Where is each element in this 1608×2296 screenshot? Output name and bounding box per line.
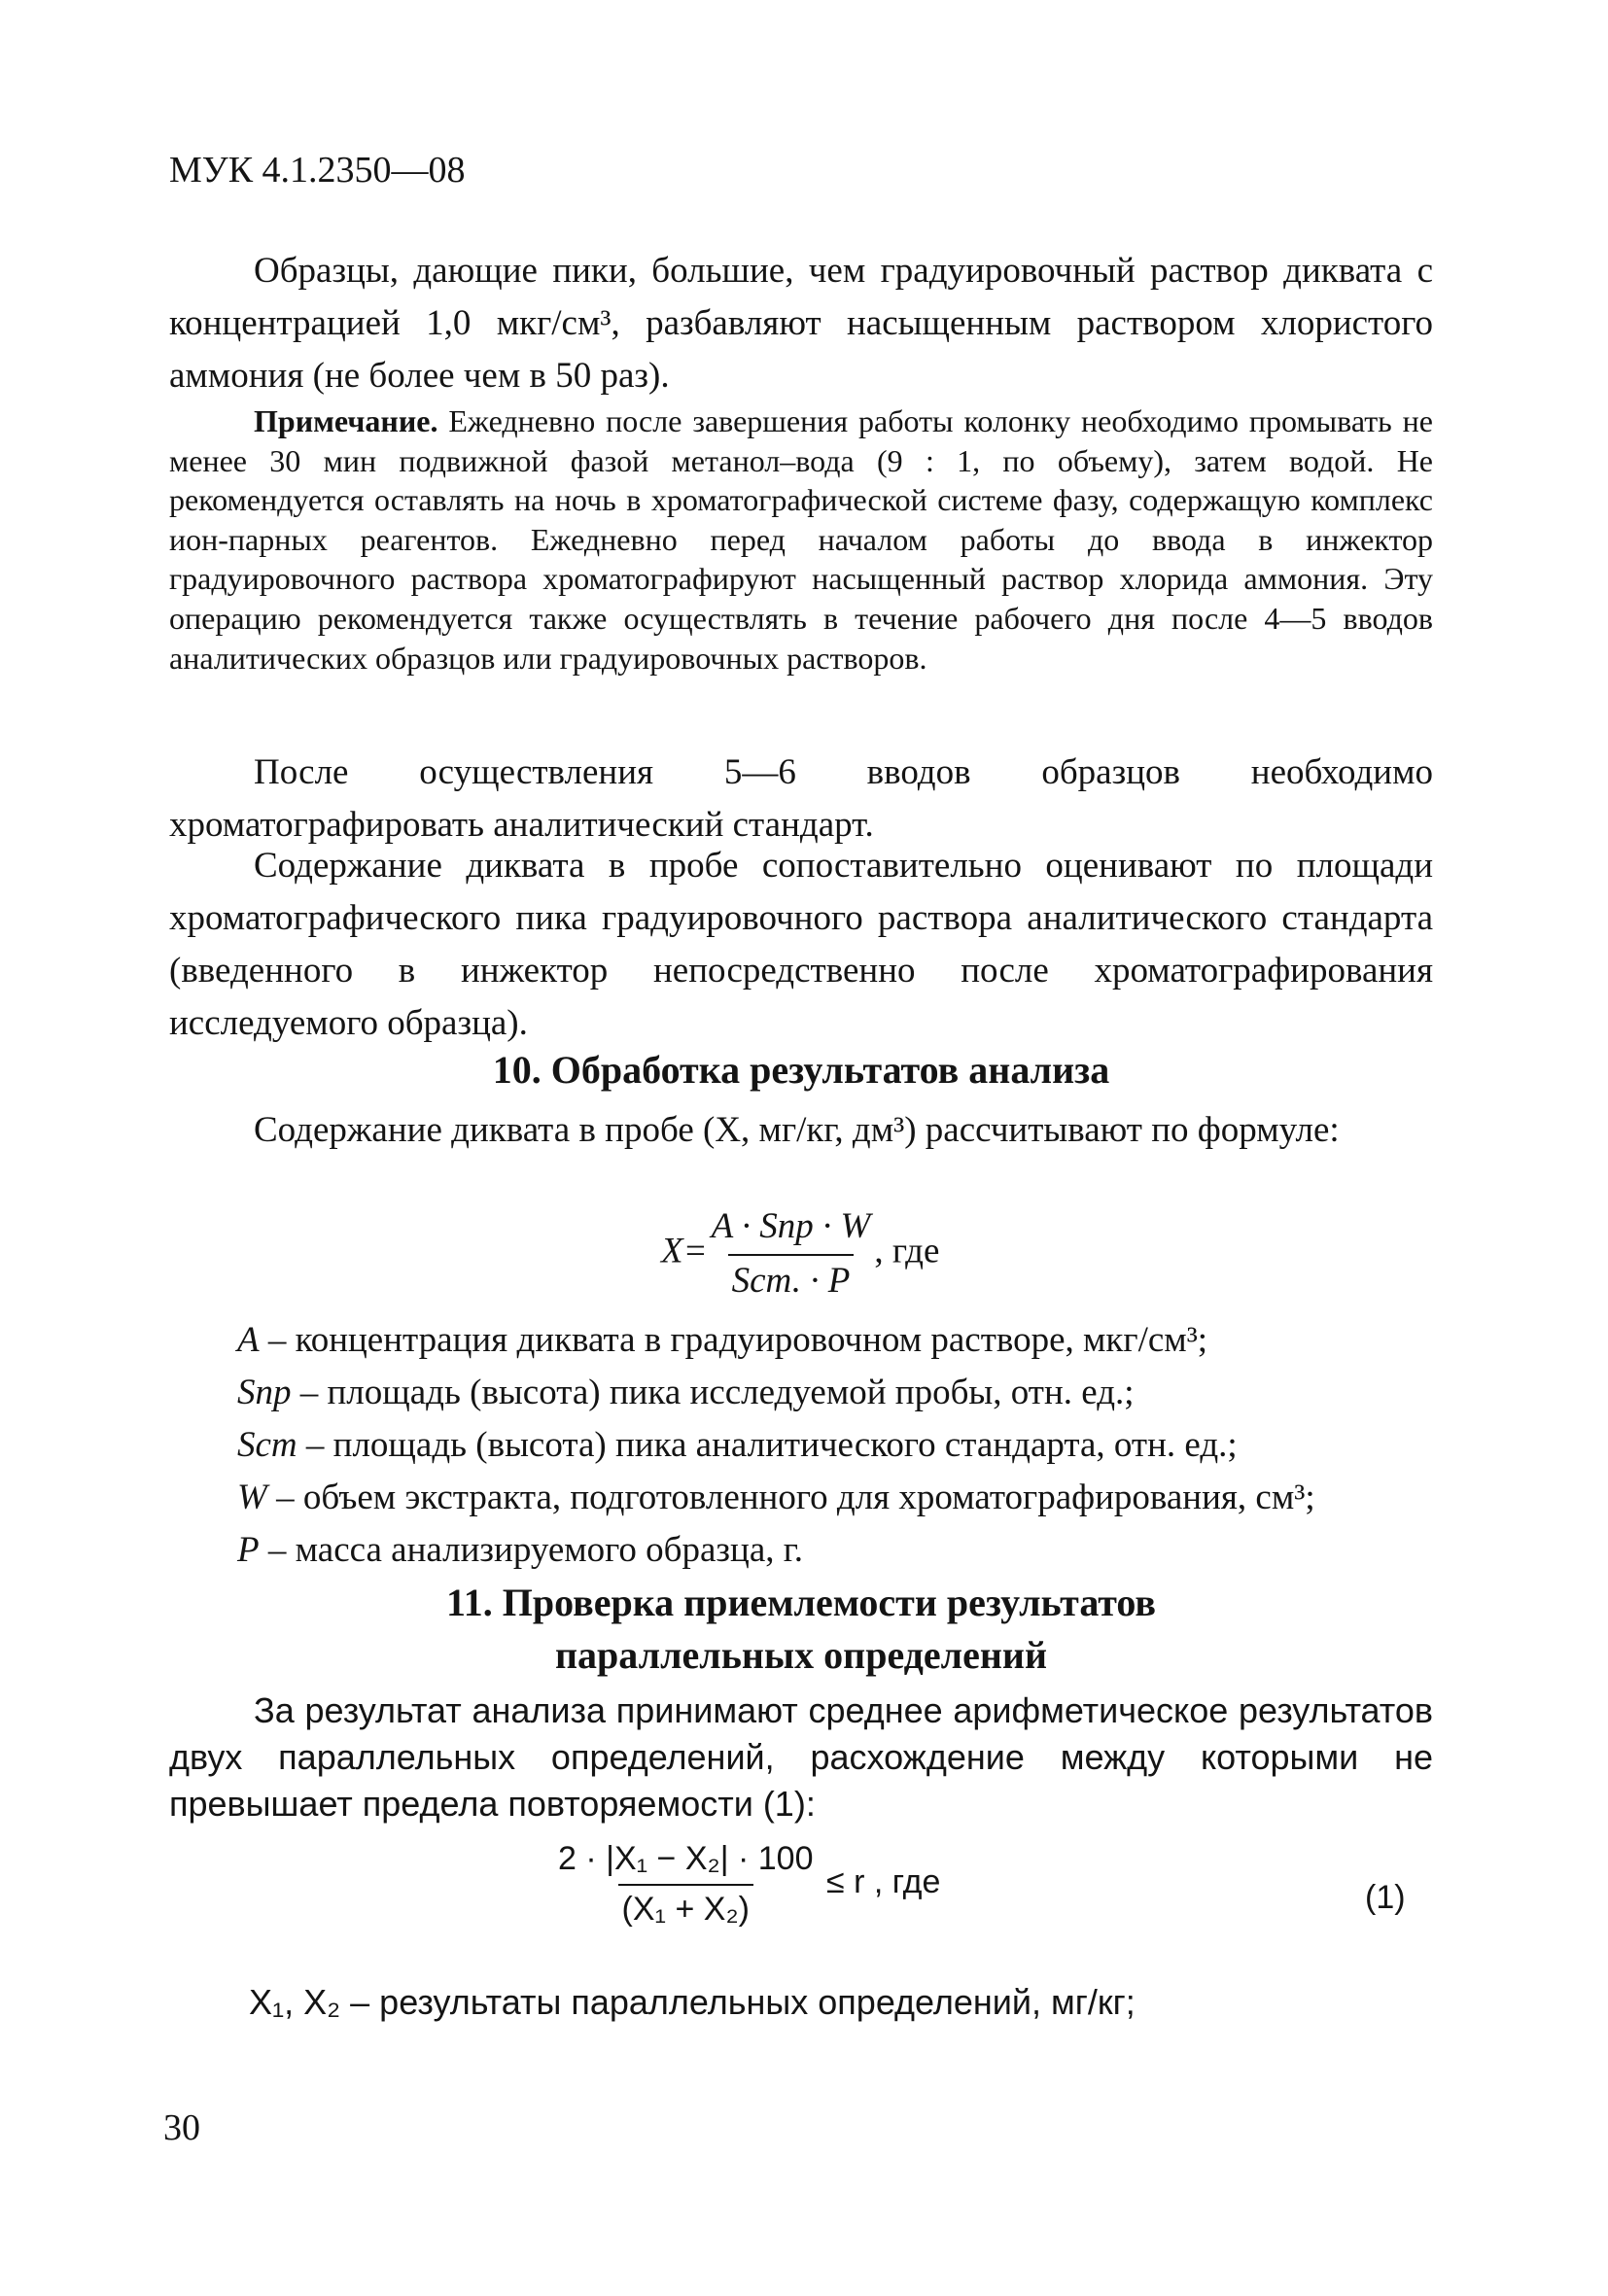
formula-denominator: Sст. · P [728,1254,855,1303]
section-11-legend: X₁, X₂ – результаты параллельных определений, мг/кг; [249,1982,1136,2022]
legend-item-a [237,1314,1443,1367]
repeatability-denominator: (X₁ + X₂) [618,1884,753,1929]
legend-text: – площадь (высота) пика исследуемой пробы, отн. ед.; [291,1373,1135,1412]
formula-fraction [708,1205,875,1303]
formula-numerator: A · Sпр · W [711,1206,871,1246]
legend-symbol: P [237,1530,260,1570]
note-text: Ежедневно после завершения работы колонку необходимо промывать не менее 30 мин подвижной фазой метанол–вода (9 : 1, по объему), затем водой. Не рекомендуется оставлять на ночь в хроматографической системе фазу, содержащую комплекс ион-парных реагентов. Ежедневно перед началом работы до ввода в инжектор градуировочного раствора хроматографируют насыщенный раствор хлорида аммония. Эту операцию рекомендуется также осуществлять в течение рабочего дня после 4—5 вводов аналитических образцов или градуировочных растворов. [169,403,1434,676]
document-code: МУК 4.1.2350—08 [169,150,466,191]
legend-text: – концентрация диквата в градуировочном растворе, мкг/см³; [259,1320,1208,1360]
legend-item-w [237,1472,1443,1524]
formula-x [661,1205,939,1303]
legend-item-sst [237,1419,1443,1472]
section-10-intro: Содержание диквата в пробе (X, мг/кг, дм³) рассчитывают по формуле: [254,1110,1340,1150]
legend-text: – объем экстракта, подготовленного для хроматографирования, см³; [266,1478,1315,1517]
formula-repeatability [554,1839,940,1929]
section-11-paragraph: За результат анализа принимают среднее арифметическое результатов двух параллельных определений, расхождение между которыми не превышает предела повторяемости (1): [169,1690,1433,1824]
legend-symbol: Sст [237,1425,297,1465]
paragraph-evaluation: Содержание диквата в пробе сопоставительно оценивают по площади хроматографического пика градуировочного раствора аналитического стандарта (введенного в инжектор непосредственно после хроматографирования исследуемого образца). [169,846,1433,1043]
legend-text: – площадь (высота) пика аналитического стандарта, отн. ед.; [297,1425,1238,1465]
paragraph-dilution: Образцы, дающие пики, большие, чем градуировочный раствор диквата с концентрацией 1,0 мкг/см³, разбавляют насыщенным раствором хлористого аммония (не более чем в 50 раз). [169,251,1433,396]
paragraph-standard: После осуществления 5—6 вводов образцов необходимо хроматографировать аналитический стандарт. [169,752,1433,845]
repeatability-numerator: 2 · |X₁ − X₂| · 100 [558,1840,814,1877]
formula-lhs: X= [661,1231,708,1271]
repeatability-suffix: ≤ r , где [825,1862,941,1900]
formula-suffix: , где [874,1231,940,1271]
section-11-heading-line-1: 11. Проверка приемлемости результатов [445,1581,1157,1624]
section-10-legend [237,1314,1443,1577]
legend-symbol: Sпр [237,1373,292,1412]
page-number: 30 [163,2107,200,2148]
repeatability-fraction [554,1839,818,1929]
legend-symbol: A [237,1320,260,1360]
legend-item-snp [237,1367,1443,1419]
formula-number: (1) [1365,1879,1406,1916]
legend-text: – масса анализируемого образца, г. [259,1530,804,1570]
legend-item-p [237,1524,1443,1577]
note-label: Примечание. [254,403,438,438]
note-block [169,401,1433,678]
section-11-heading-line-2: параллельных определений [555,1633,1047,1677]
section-10-heading: 10. Обработка результатов анализа [492,1048,1110,1092]
legend-symbol: W [237,1478,267,1517]
